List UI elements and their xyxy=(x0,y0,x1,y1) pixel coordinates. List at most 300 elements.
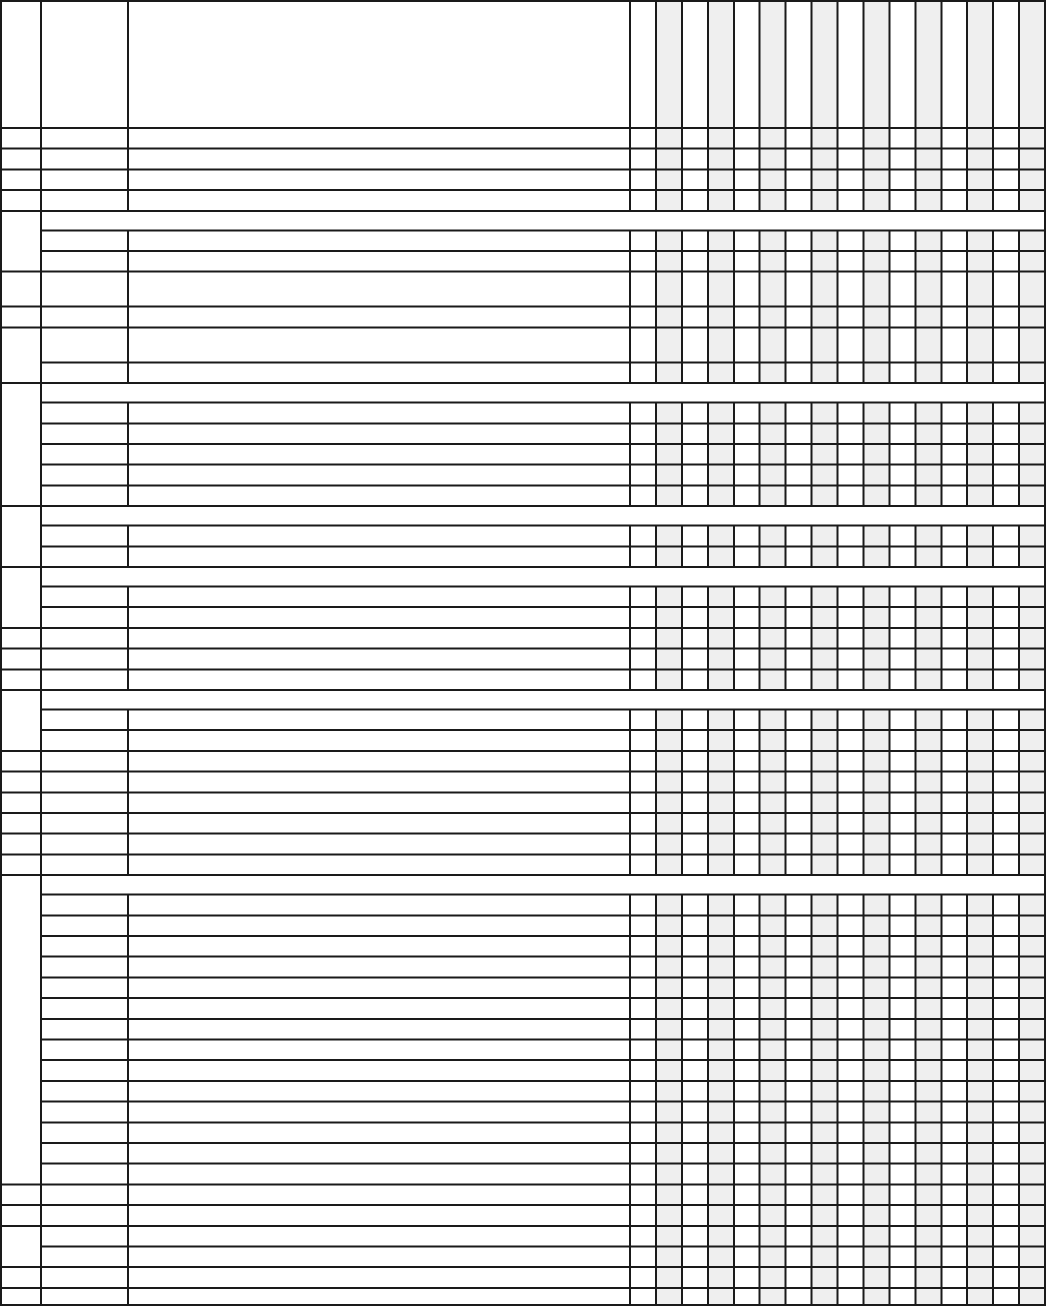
mark-cell xyxy=(656,649,682,670)
mark-cell xyxy=(1019,1247,1045,1268)
mark-cell xyxy=(812,1102,838,1123)
mark-cell xyxy=(708,1102,734,1123)
mark-cell xyxy=(941,998,967,1019)
mark-cell xyxy=(993,895,1019,916)
mark-cell xyxy=(760,607,786,628)
mark-cell xyxy=(734,465,760,486)
item-code-cell xyxy=(41,772,128,793)
item-code-cell xyxy=(41,1143,128,1164)
mark-cell xyxy=(941,1143,967,1164)
item-code-cell xyxy=(41,1102,128,1123)
mark-cell xyxy=(734,190,760,211)
mark-cell xyxy=(656,1184,682,1205)
item-number-cell xyxy=(1,669,41,690)
mark-cell xyxy=(656,792,682,813)
mark-cell xyxy=(1019,546,1045,567)
mark-cell xyxy=(838,251,864,272)
item-code-cell xyxy=(41,190,128,211)
mark-cell xyxy=(630,895,656,916)
mark-cell xyxy=(760,1288,786,1306)
item-description-cell xyxy=(128,190,630,211)
mark-cell xyxy=(786,1019,812,1040)
mark-cell xyxy=(889,403,915,424)
mark-cell xyxy=(734,251,760,272)
mark-cell xyxy=(682,730,708,751)
mark-cell xyxy=(682,1122,708,1143)
mark-cell xyxy=(630,792,656,813)
table-row xyxy=(1,149,1045,170)
mark-cell xyxy=(1019,362,1045,383)
item-code-cell xyxy=(41,1288,128,1306)
mark-cell xyxy=(993,362,1019,383)
mark-cell xyxy=(941,710,967,731)
mark-cell xyxy=(786,1226,812,1247)
mark-cell xyxy=(760,628,786,649)
mark-cell xyxy=(734,628,760,649)
mark-cell xyxy=(967,1102,993,1123)
mark-cell xyxy=(734,936,760,957)
mark-cell xyxy=(786,834,812,855)
mark-cell xyxy=(941,128,967,149)
table-row xyxy=(41,915,1045,936)
item-number-cell xyxy=(1,834,41,855)
mark-cell xyxy=(993,915,1019,936)
mark-cell xyxy=(889,792,915,813)
mark-cell xyxy=(708,251,734,272)
mark-cell xyxy=(838,444,864,465)
mark-cell xyxy=(915,1205,941,1226)
mark-cell xyxy=(889,998,915,1019)
mark-cell xyxy=(734,710,760,731)
mark-cell xyxy=(993,957,1019,978)
mark-cell xyxy=(708,546,734,567)
mark-cell xyxy=(734,1184,760,1205)
mark-cell xyxy=(708,1164,734,1185)
mark-cell xyxy=(656,485,682,506)
mark-cell xyxy=(941,1288,967,1306)
item-code-cell xyxy=(41,526,128,547)
mark-cell xyxy=(915,998,941,1019)
mark-cell xyxy=(838,834,864,855)
mark-cell xyxy=(656,772,682,793)
mark-cell xyxy=(812,915,838,936)
item-code-cell xyxy=(41,936,128,957)
mark-cell xyxy=(889,649,915,670)
mark-cell xyxy=(630,1060,656,1081)
mark-cell xyxy=(889,915,915,936)
mark-cell xyxy=(941,1267,967,1288)
mark-cell xyxy=(941,607,967,628)
mark-cell xyxy=(863,936,889,957)
mark-cell xyxy=(734,128,760,149)
mark-cell xyxy=(656,403,682,424)
mark-cell xyxy=(656,1205,682,1226)
mark-cell xyxy=(786,1060,812,1081)
mark-cell xyxy=(838,1164,864,1185)
table-row xyxy=(41,936,1045,957)
mark-cell xyxy=(760,710,786,731)
item-code-cell xyxy=(41,465,128,486)
table-row xyxy=(41,230,1045,251)
mark-cell xyxy=(734,1060,760,1081)
item-code-cell xyxy=(41,1019,128,1040)
mark-cell xyxy=(708,307,734,328)
table-row xyxy=(1,1288,1045,1306)
mark-cell xyxy=(708,649,734,670)
mark-cell xyxy=(734,362,760,383)
mark-cell xyxy=(734,1164,760,1185)
mark-cell xyxy=(786,854,812,875)
mark-cell xyxy=(786,936,812,957)
mark-cell xyxy=(708,1122,734,1143)
mark-cell xyxy=(630,149,656,170)
mark-cell xyxy=(993,1122,1019,1143)
table-row xyxy=(1,854,1045,875)
mark-cell xyxy=(863,190,889,211)
item-code-cell xyxy=(41,327,128,362)
item-code-cell xyxy=(41,628,128,649)
mark-cell xyxy=(967,1288,993,1306)
mark-cell xyxy=(915,403,941,424)
mark-cell xyxy=(838,362,864,383)
mark-cell xyxy=(708,485,734,506)
item-number-cell xyxy=(1,190,41,211)
mark-cell xyxy=(708,1143,734,1164)
mark-cell xyxy=(682,587,708,608)
mark-cell xyxy=(889,1267,915,1288)
mark-cell xyxy=(682,251,708,272)
mark-cell xyxy=(967,1205,993,1226)
mark-cell xyxy=(993,251,1019,272)
mark-cell xyxy=(863,977,889,998)
mark-cell xyxy=(838,669,864,690)
section-title-cell xyxy=(41,211,1045,231)
mark-cell xyxy=(1019,423,1045,444)
mark-cell xyxy=(915,895,941,916)
mark-cell xyxy=(760,649,786,670)
mark-cell xyxy=(967,915,993,936)
mark-cell xyxy=(863,1247,889,1268)
table-row xyxy=(1,628,1045,649)
mark-cell xyxy=(967,465,993,486)
item-code-cell xyxy=(41,854,128,875)
mark-cell xyxy=(941,895,967,916)
mark-cell xyxy=(889,1102,915,1123)
mark-cell xyxy=(734,813,760,834)
mark-cell xyxy=(863,465,889,486)
mark-cell xyxy=(630,444,656,465)
mark-cell xyxy=(915,1081,941,1102)
mark-cell xyxy=(863,1122,889,1143)
mark-cell xyxy=(656,1019,682,1040)
mark-cell xyxy=(889,607,915,628)
mark-cell xyxy=(967,772,993,793)
mark-cell xyxy=(838,628,864,649)
mark-cell xyxy=(838,465,864,486)
mark-cell xyxy=(967,1226,993,1247)
item-code-cell xyxy=(41,230,128,251)
mark-cell xyxy=(1019,587,1045,608)
mark-cell xyxy=(734,1102,760,1123)
mark-cell xyxy=(656,998,682,1019)
mark-cell xyxy=(760,169,786,190)
table-row xyxy=(41,327,1045,362)
mark-cell xyxy=(863,1019,889,1040)
mark-cell xyxy=(812,1288,838,1306)
mark-cell xyxy=(786,128,812,149)
mark-cell xyxy=(863,444,889,465)
mark-cell xyxy=(656,1060,682,1081)
mark-cell xyxy=(967,895,993,916)
mark-cell xyxy=(1019,936,1045,957)
mark-cell xyxy=(915,1247,941,1268)
mark-cell xyxy=(967,485,993,506)
table-row xyxy=(41,957,1045,978)
header-row xyxy=(1,1,1045,128)
mark-cell xyxy=(863,526,889,547)
item-code-cell xyxy=(41,895,128,916)
mark-cell xyxy=(993,1205,1019,1226)
item-code-cell xyxy=(41,710,128,731)
mark-cell xyxy=(682,669,708,690)
mark-cell xyxy=(941,230,967,251)
mark-cell xyxy=(993,1143,1019,1164)
mark-cell xyxy=(967,423,993,444)
mark-cell xyxy=(760,251,786,272)
table-row xyxy=(41,1122,1045,1143)
mark-cell xyxy=(993,710,1019,731)
mark-cell xyxy=(993,792,1019,813)
mark-cell xyxy=(708,1040,734,1061)
item-code-cell xyxy=(41,149,128,170)
table-row xyxy=(41,1019,1045,1040)
mark-cell xyxy=(967,1164,993,1185)
mark-cell xyxy=(786,307,812,328)
mark-cell xyxy=(682,1143,708,1164)
mark-cell xyxy=(915,977,941,998)
mark-cell xyxy=(630,1226,656,1247)
mark-cell xyxy=(1019,272,1045,307)
mark-cell xyxy=(838,957,864,978)
mark-cell xyxy=(786,1267,812,1288)
mark-cell xyxy=(812,792,838,813)
item-description-cell xyxy=(128,1102,630,1123)
mark-cell xyxy=(967,998,993,1019)
mark-cell xyxy=(630,546,656,567)
mark-cell xyxy=(993,149,1019,170)
table-row xyxy=(1,190,1045,211)
mark-cell xyxy=(786,327,812,362)
mark-cell xyxy=(656,1267,682,1288)
mark-cell xyxy=(915,546,941,567)
mark-cell xyxy=(786,1164,812,1185)
mark-cell xyxy=(760,526,786,547)
mark-cell xyxy=(708,128,734,149)
item-description-cell xyxy=(128,834,630,855)
mark-cell xyxy=(708,1019,734,1040)
section-number-cell xyxy=(1,211,41,272)
mark-cell xyxy=(941,307,967,328)
mark-cell xyxy=(993,669,1019,690)
item-description-cell xyxy=(128,628,630,649)
mark-cell xyxy=(863,751,889,772)
mark-cell xyxy=(656,607,682,628)
mark-cell xyxy=(915,772,941,793)
mark-cell xyxy=(760,813,786,834)
mark-cell xyxy=(812,649,838,670)
mark-cell xyxy=(682,628,708,649)
mark-cell xyxy=(812,936,838,957)
mark-cell xyxy=(682,485,708,506)
mark-cell xyxy=(812,307,838,328)
mark-cell xyxy=(630,403,656,424)
mark-cell xyxy=(889,1288,915,1306)
mark-cell xyxy=(915,649,941,670)
mark-cell xyxy=(993,230,1019,251)
mark-cell xyxy=(760,834,786,855)
mark-cell xyxy=(889,977,915,998)
mark-cell xyxy=(889,895,915,916)
mark-cell xyxy=(1019,669,1045,690)
mark-cell xyxy=(967,169,993,190)
mark-cell xyxy=(941,423,967,444)
mark-cell xyxy=(993,1102,1019,1123)
mark-cell xyxy=(708,1060,734,1081)
mark-cell xyxy=(993,772,1019,793)
mark-cell xyxy=(786,546,812,567)
mark-cell xyxy=(1019,895,1045,916)
table-row xyxy=(41,362,1045,383)
table-row xyxy=(1,751,1045,772)
table-row xyxy=(41,251,1045,272)
mark-cell xyxy=(812,465,838,486)
mark-cell xyxy=(682,915,708,936)
mark-cell xyxy=(630,915,656,936)
mark-cell xyxy=(1019,1102,1045,1123)
section-title-cell xyxy=(41,567,1045,587)
mark-cell xyxy=(1019,444,1045,465)
item-code-cell xyxy=(41,1247,128,1268)
mark-cell xyxy=(967,730,993,751)
mark-cell xyxy=(1019,998,1045,1019)
mark-cell xyxy=(863,792,889,813)
mark-cell xyxy=(734,307,760,328)
mark-cell xyxy=(786,751,812,772)
mark-cell xyxy=(630,230,656,251)
mark-cell xyxy=(838,1019,864,1040)
mark-cell xyxy=(967,1184,993,1205)
mark-cell xyxy=(786,977,812,998)
item-description-cell xyxy=(128,251,630,272)
mark-cell xyxy=(656,128,682,149)
mark-cell xyxy=(915,149,941,170)
item-number-cell xyxy=(1,854,41,875)
mark-cell xyxy=(838,895,864,916)
mark-cell xyxy=(1019,1164,1045,1185)
mark-cell xyxy=(812,190,838,211)
mark-cell xyxy=(1019,1040,1045,1061)
item-code-cell xyxy=(41,1267,128,1288)
mark-cell xyxy=(734,1205,760,1226)
mark-cell xyxy=(630,190,656,211)
mark-cell xyxy=(863,710,889,731)
mark-cell xyxy=(682,1267,708,1288)
item-code-cell xyxy=(41,1205,128,1226)
mark-cell xyxy=(915,834,941,855)
mark-cell xyxy=(838,169,864,190)
mark-cell xyxy=(967,1,993,128)
mark-cell xyxy=(682,751,708,772)
item-description-cell xyxy=(128,998,630,1019)
mark-cell xyxy=(967,230,993,251)
item-code-cell xyxy=(41,307,128,328)
mark-cell xyxy=(708,936,734,957)
mark-cell xyxy=(630,957,656,978)
mark-cell xyxy=(889,1143,915,1164)
mark-cell xyxy=(993,854,1019,875)
item-number-cell xyxy=(1,327,41,383)
mark-cell xyxy=(1019,307,1045,328)
mark-cell xyxy=(941,1,967,128)
table-row xyxy=(41,710,1045,731)
mark-cell xyxy=(863,1288,889,1306)
mark-cell xyxy=(630,607,656,628)
mark-cell xyxy=(734,772,760,793)
mark-cell xyxy=(760,1226,786,1247)
section-title-cell xyxy=(41,383,1045,403)
item-description-cell xyxy=(128,649,630,670)
mark-cell xyxy=(708,772,734,793)
mark-cell xyxy=(786,423,812,444)
mark-cell xyxy=(786,190,812,211)
mark-cell xyxy=(993,444,1019,465)
mark-cell xyxy=(630,1122,656,1143)
mark-cell xyxy=(708,190,734,211)
mark-cell xyxy=(786,1040,812,1061)
section-title-cell xyxy=(41,506,1045,525)
mark-cell xyxy=(734,1122,760,1143)
mark-cell xyxy=(734,607,760,628)
item-description-cell xyxy=(128,751,630,772)
mark-cell xyxy=(760,546,786,567)
mark-cell xyxy=(682,465,708,486)
mark-cell xyxy=(967,251,993,272)
item-description-cell xyxy=(128,730,630,751)
table-row xyxy=(1,1267,1045,1288)
item-code-cell xyxy=(41,423,128,444)
mark-cell xyxy=(967,546,993,567)
mark-cell xyxy=(630,1,656,128)
mark-cell xyxy=(967,1143,993,1164)
mark-cell xyxy=(656,1102,682,1123)
mark-cell xyxy=(630,1288,656,1306)
mark-cell xyxy=(786,730,812,751)
mark-cell xyxy=(656,190,682,211)
mark-cell xyxy=(656,526,682,547)
mark-cell xyxy=(708,272,734,307)
mark-cell xyxy=(760,936,786,957)
mark-cell xyxy=(993,169,1019,190)
mark-cell xyxy=(812,1164,838,1185)
mark-cell xyxy=(734,977,760,998)
mark-cell xyxy=(786,1122,812,1143)
table-row xyxy=(41,977,1045,998)
mark-cell xyxy=(682,444,708,465)
table-row xyxy=(41,1143,1045,1164)
mark-cell xyxy=(1019,1226,1045,1247)
mark-cell xyxy=(1019,251,1045,272)
mark-cell xyxy=(838,128,864,149)
